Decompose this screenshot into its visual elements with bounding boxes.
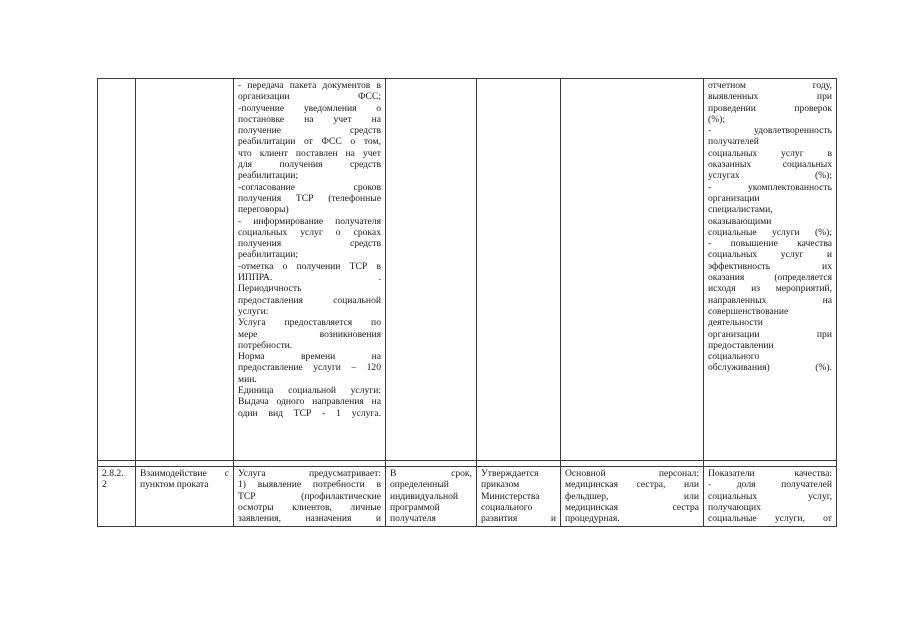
text-line: определенный [390,479,449,491]
text-line: -согласование сроков [238,181,381,193]
text-line: Основной персонал: [565,468,699,479]
text-line: Единица социальной услуги: [238,385,381,397]
text-line: процедурная. [565,513,620,525]
text-line: Норма времени на [238,351,381,363]
text-line: предоставление услуги – 120 [238,362,381,374]
text-line: Министерства [481,490,540,502]
cell-service-description [234,467,386,527]
text-line: - повышение качества [708,238,832,250]
text-line: - информирование получателя [238,215,381,227]
text-line: проведении проверок [708,102,832,114]
text-line: реабилитации; [238,170,299,182]
text-line: фельдшер, или [565,490,699,502]
text-line: Услуга предоставляется по [238,317,381,329]
text-line: получателя [390,513,436,525]
cell-cost [477,79,561,461]
text-line: мин. [238,373,257,385]
text-line: эффективность их [708,260,832,272]
text-line: 2 [102,479,107,491]
text-line: Утверждается [481,468,539,479]
text-line: направленных на [708,294,832,306]
text-line: оказания (определяется [708,272,832,284]
text-line: что клиент поставлен на учет [238,147,381,159]
text-line: осмотры клиентов, личные [238,501,381,513]
text-line: реабилитации от ФСС о том, [238,136,381,148]
cell-deadline [386,79,477,461]
cell-service-description [234,79,386,461]
text-line: В срок, [390,468,472,479]
text-line: услугах (%); [708,170,832,182]
text-line: Периодичность [238,283,302,295]
text-line: обслуживания) (%). [708,362,832,374]
text-line: деятельности [708,317,763,329]
text-line: ИППРА. . [238,272,381,284]
text-line: социальных услуг, [708,490,832,502]
cell-conditions [561,467,704,527]
text-line: социальных услуг в [708,147,832,159]
text-line: развития и [481,513,556,525]
text-line: получающих [708,501,761,513]
text-line: специалистами, [708,204,773,216]
text-line: медицинская сестра [565,501,699,513]
text-line: отчетном году, [708,80,832,91]
text-line: получения ТСР (телефонные [238,192,381,204]
table-row-2822 [98,467,837,527]
text-line: исходя из мероприятий, [708,283,832,295]
text-line: услуги: [238,305,269,317]
text-line: реабилитации; [238,249,299,261]
text-line: получателей [708,136,759,148]
text-line: индивидуальной [390,490,459,502]
text-line: - доля получателей [708,479,832,491]
text-line: -получение уведомления о [238,102,381,114]
text-line: 2.8.2. [102,468,124,479]
text-line: организации при [708,328,832,340]
cell-conditions [561,79,704,461]
cell-service-name [136,467,234,527]
text-line: - передача пакета документов в [238,80,381,91]
cell-number [98,467,136,527]
text-line: программой [390,501,440,513]
text-line: социальные услуги, от [708,513,832,525]
text-line: социального [708,351,760,363]
text-line: - укомплектованность [708,181,832,193]
text-line: медицинская сестра, или [565,479,699,491]
text-line: социального [481,501,533,513]
text-line: заявления, назначения и [238,513,381,525]
text-line: совершенствование [708,305,789,317]
cell-service-name [136,79,234,461]
text-line: социальные услуги (%); [708,226,832,238]
text-line: приказом [481,479,520,491]
text-line: ТСР (профилактические [238,490,381,502]
text-line: мере возникновения [238,328,381,340]
text-line: для получения средств [238,159,381,171]
text-line: выявленных при [708,91,832,103]
text-line: -отметка о получении ТСР в [238,260,381,272]
text-line: оказанных социальных [708,159,832,171]
cell-quality-indicators [704,467,837,527]
text-line: предоставлении [708,339,774,351]
text-line: один вид ТСР - 1 услуга. [238,407,381,419]
text-line: переговоры) [238,204,289,216]
cell-quality-indicators [704,79,837,461]
text-line: получения средств [238,238,381,250]
text-line: оказывающими [708,215,772,227]
text-line: социальных услуг о сроках [238,226,381,238]
text-line: Взаимодействие с [140,468,229,479]
text-line: пунктом проката [140,479,209,491]
text-line: Показатели качества: [708,468,832,479]
cell-cost [477,467,561,527]
text-line: получение средств [238,125,381,137]
cell-number [98,79,136,461]
services-table [97,78,837,527]
text-line: организации ФСС; [238,91,381,103]
text-line: организации [708,192,760,204]
text-line: социальных услуг и [708,249,832,261]
table-row-continued [98,79,837,461]
text-line: постановке на учет на [238,113,381,125]
text-line: 1) выявление потребности в [238,479,381,491]
text-line: - удовлетворенность [708,125,832,137]
text-line: Выдача одного направления на [238,396,381,408]
text-line: (%); [708,113,726,125]
text-line: потребности. [238,339,293,351]
cell-deadline [386,467,477,527]
text-line: предоставления социальной [238,294,381,306]
text-line: Услуга предусматривает: [238,468,381,479]
